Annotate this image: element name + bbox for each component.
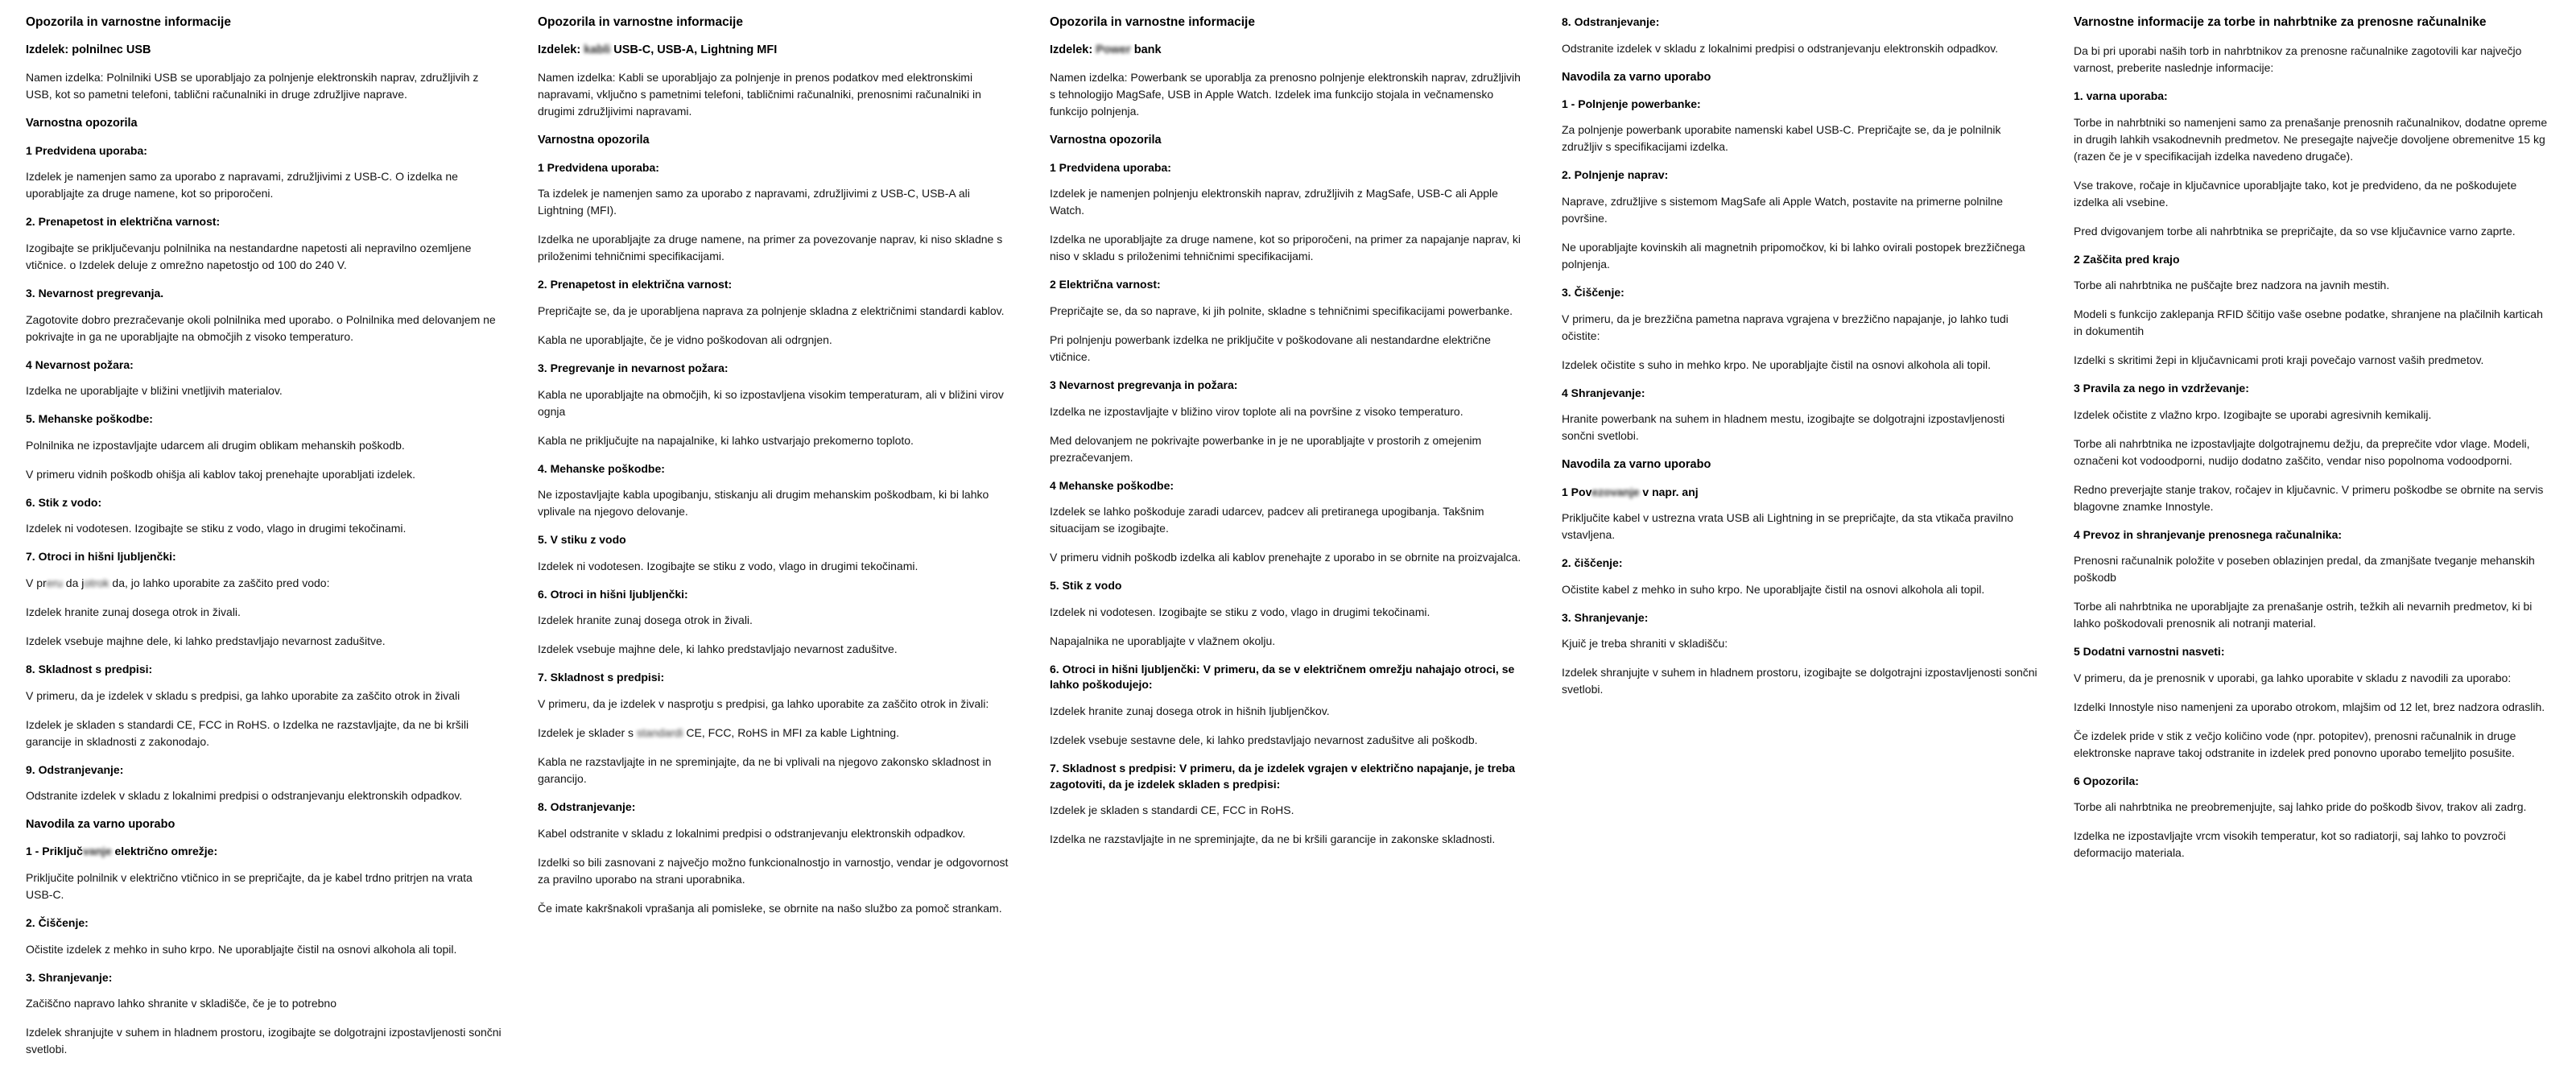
paragraph: Polnilnika ne izpostavljajte udarcem ali drugim oblikam mehanskih poškodb.	[26, 438, 405, 452]
subsection-heading: 2 Električna varnost:	[1050, 278, 1161, 291]
paragraph: Izdelka ne izpostavljajte vrcm visokih temperatur, kot so radiatorji, saj lahko to povzroči deformacijo materiala.	[2074, 829, 2506, 860]
document-title: Varnostne informacije za torbe in nahrbtnike za prenosne računalnike	[2074, 15, 2487, 29]
section-heading: Navodila za varno uporabo	[26, 818, 175, 832]
paragraph: Izdelek ni vodotesen. Izogibajte se stiku z vodo, vlago in drugimi tekočinami.	[26, 522, 407, 535]
paragraph: Izdelek vsebuje sestavne dele, ki lahko predstavljajo nevarnost zadušitve ali poškodb.	[1050, 733, 1478, 746]
paragraph: Izdelek je skladen s standardi CE, FCC in RoHS.	[1050, 804, 1294, 817]
paragraph: Izdelka ne uporabljajte v bližini vnetljivih materialov.	[26, 384, 283, 398]
paragraph: Ne izpostavljajte kabla upogibanju, stiskanju ali drugim mehanskim poškodbam, ki bi lahko vplivale na njegovo delovanje.	[538, 488, 989, 518]
paragraph: Kabla ne uporabljajte na območjih, ki so izpostavljena visokim temperaturam, ali v bližini virov ognja	[538, 387, 1004, 418]
paragraph: Prepričajte se, da so naprave, ki jih polnite, skladne s tehničnimi specifikacijami powerbanke.	[1050, 304, 1513, 317]
subsection-heading: 2. Prenapetost in električna varnost:	[26, 215, 221, 229]
paragraph: Prenosni računalnik položite v poseben oblazinjen predal, da zmanjšate tveganje mehanskih poškodb	[2074, 554, 2535, 585]
paragraph: Izdelki Innostyle niso namenjeni za uporabo otrokom, mlajšim od 12 let, brez nadzora odraslih.	[2074, 700, 2545, 713]
paragraph: Izdelek hranite zunaj dosega otrok in živali.	[538, 613, 753, 627]
paragraph: Izdelka ne uporabljajte za druge namene, na primer za povezovanje naprav, ki niso skladne s priloženimi tehničnimi specifikacijami.	[538, 233, 1003, 263]
paragraph: V primeru vidnih poškodb ohišja ali kablov takoj prenehajte uporabljati izdelek.	[26, 467, 416, 481]
section-heading: Varnostna opozorila	[538, 134, 650, 147]
section-heading: Navodila za varno uporabo	[1562, 458, 1711, 472]
paragraph: Priključite kabel v ustrezna vrata USB ali Lightning in se prepričajte, da sta vtikača pravilno vstavljena.	[1562, 511, 2014, 542]
subsection-heading: 2. Polnjenje naprav:	[1562, 168, 1669, 182]
paragraph: Izogibajte se priključevanju polnilnika na nestandardne napetosti ali nepravilno ozemljene vtičnice. o Izdelek deluje z omrežno napetostjo od 100 do 240 V.	[26, 241, 472, 271]
subsection-heading: 1 Predvidena uporaba:	[1050, 160, 1171, 174]
paragraph: Redno preverjajte stanje trakov, ročajev in ključavnic. V primeru poškodbe se obrnite na servis blagovne znamke Innostyle.	[2074, 482, 2544, 513]
paragraph: Izdelek vsebuje majhne dele, ki lahko predstavljajo nevarnost zadušitve.	[26, 634, 386, 647]
paragraph: Naprave, združljive s sistemom MagSafe ali Apple Watch, postavite na primerne polnilne površine.	[1562, 195, 2004, 225]
paragraph: Zagotovite dobro prezračevanje okoli polnilnika med uporabo. o Polnilnika med delovanjem ne pokrivajte in ga ne uporabljajte na območjih z visoko temperaturo.	[26, 312, 496, 343]
paragraph: Namen izdelka: Kabli se uporabljajo za polnjenje in prenos podatkov med elektronskimi napravami, vključno s pametnimi telefoni, tabličnimi računalniki, prenosnimi računalniki in drugimi združljivimi napravami.	[538, 71, 981, 118]
paragraph: Izdelki so bili zasnovani z največjo možno funkcionalnostjo in varnostjo, vendar je odgovornost za pravilno uporabo na strani uporabnika.	[538, 855, 1009, 886]
paragraph: Odstranite izdelek v skladu z lokalnimi predpisi o odstranjevanju elektronskih odpadkov.	[26, 789, 463, 803]
paragraph: V primeru, da je izdelek v skladu s predpisi, ga lahko uporabite za zaščito otrok in živali	[26, 688, 460, 702]
column-1	[8, 14, 520, 1070]
product-name-suffix: USB	[126, 43, 151, 56]
subsection-heading: 4 Prevoz in shranjevanje prenosnega računalnika:	[2074, 527, 2343, 541]
paragraph: Torbe ali nahrbtnika ne uporabljajte za prenašanje ostrih, težkih ali nevarnih predmetov, ki bi lahko poškodovali prenosnik ali notranji material.	[2074, 600, 2533, 630]
section-heading: Varnostna opozorila	[1050, 134, 1162, 147]
subsection-heading: 4 Shranjevanje:	[1562, 386, 1645, 399]
paragraph: Med delovanjem ne pokrivajte powerbanke in je ne uporabljajte v prostorih z omejenim prezračevanjem.	[1050, 433, 1482, 464]
subsection-heading: 6. Otroci in hišni ljubljenčki: V primeru, da se v električnem omrežju nahajajo otroci, se lahko poškodujejo:	[1050, 662, 1515, 692]
column-4	[1544, 14, 2056, 710]
section-heading: Navodila za varno uporabo	[1562, 70, 1711, 84]
paragraph: Ne uporabljajte kovinskih ali magnetnih pripomočkov, ki bi lahko ovirali postopek brezžičnega polnjenja.	[1562, 241, 2025, 271]
paragraph: Če izdelek pride v stik z večjo količino vode (npr. potopitev), prenosni računalnik in druge elektronske naprave takoj odstranite in izdelek pred ponovno uporabo temeljito posušite.	[2074, 729, 2516, 759]
document-title: Opozorila in varnostne informacije	[26, 15, 231, 29]
product-name-redacted: kabli	[584, 43, 611, 56]
subsection-heading: 2 Zaščita pred krajo	[2074, 252, 2180, 266]
paragraph: Izdelek hranite zunaj dosega otrok in živali.	[26, 605, 241, 618]
paragraph: Izdelka ne razstavljajte in ne spreminjajte, da ne bi kršili garancije in zakonske skladnosti.	[1050, 832, 1496, 846]
product-name-prefix: Izdelek:	[538, 43, 584, 56]
column-2	[520, 14, 1032, 929]
subsection-heading: 2. Prenapetost in električna varnost:	[538, 278, 733, 291]
paragraph: Očistite izdelek z mehko in suho krpo. Ne uporabljajte čistil na osnovi alkohola ali topil.	[26, 942, 457, 956]
paragraph: Hranite powerbank na suhem in hladnem mestu, izogibajte se dolgotrajni izpostavljenosti sončni svetlobi.	[1562, 412, 2005, 443]
subsection-heading-partial: 1 - Priključvanje električno omrežje:	[26, 845, 218, 858]
paragraph: Če imate kakršnakoli vprašanja ali pomisleke, se obrnite na našo službo za pomoč strankam.	[538, 901, 1002, 915]
paragraph: Izdelek je skladen s standardi CE, FCC in RoHS. o Izdelka ne razstavljajte, da ne bi kršili garancije in skladnosti z zakonodajo.	[26, 717, 469, 748]
paragraph: Izdelek vsebuje majhne dele, ki lahko predstavljajo nevarnost zadušitve.	[538, 642, 898, 656]
subsection-heading: 7. Skladnost s predpisi: V primeru, da je izdelek vgrajen v električno napajanje, je treba zagotoviti, da je izdelek skladen s predpisi:	[1050, 761, 1516, 791]
product-name-suffix: USB-C, USB-A, Lightning MFI	[610, 43, 778, 56]
document-title: Opozorila in varnostne informacije	[1050, 15, 1255, 29]
subsection-heading: 6. Otroci in hišni ljubljenčki:	[538, 587, 688, 601]
paragraph: Izdelki s skritimi žepi in ključavnicami proti kraji povečajo varnost vaših predmetov.	[2074, 353, 2484, 367]
paragraph: Napajalnika ne uporabljajte v vlažnem okolju.	[1050, 634, 1276, 647]
paragraph: Modeli s funkcijo zaklepanja RFID ščitijo vaše osebne podatke, shranjene na plačilnih karticah in dokumentih	[2074, 308, 2543, 338]
subsection-heading: 5. V stiku z vodo	[538, 533, 626, 547]
subsection-heading: 1. varna uporaba:	[2074, 89, 2168, 102]
subsection-heading: 5. Stik z vodo	[1050, 579, 1122, 593]
paragraph: V primeru, da je prenosnik v uporabi, ga lahko uporabite v skladu z navodili za uporabo:	[2074, 671, 2512, 684]
subsection-heading: 7. Skladnost s predpisi:	[538, 671, 665, 684]
paragraph: Torbe ali nahrbtnika ne preobremenjujte, saj lahko pride do poškodb šivov, trakov ali zadrg.	[2074, 800, 2527, 814]
paragraph: Za polnjenje powerbank uporabite namenski kabel USB-C. Prepričajte se, da je polnilnik združljiv s specifikacijami izdelka.	[1562, 123, 2001, 154]
subsection-heading: 8. Odstranjevanje:	[538, 799, 636, 813]
paragraph: Priključite polnilnik v električno vtičnico in se prepričajte, da je kabel trdno pritrjen na vrata USB-C.	[26, 871, 473, 902]
product-name-line	[538, 43, 1014, 59]
paragraph: Odstranite izdelek v skladu z lokalnimi predpisi o odstranjevanju elektronskih odpadkov.	[1562, 41, 1999, 55]
document-title: Opozorila in varnostne informacije	[538, 15, 743, 29]
subsection-heading: 4 Mehanske poškodbe:	[1050, 478, 1174, 492]
subsection-heading: 7. Otroci in hišni ljubljenčki:	[26, 550, 176, 564]
subsection-heading-partial: 1 Povezovanje v napr. anj	[1562, 485, 1699, 498]
paragraph: Kjuič je treba shraniti v skladišču:	[1562, 637, 1728, 651]
subsection-heading: 3. Nevarnost pregrevanja.	[26, 286, 164, 300]
subsection-heading: 5 Dodatni varnostni nasveti:	[2074, 645, 2225, 659]
paragraph: Ta izdelek je namenjen samo za uporabo z napravami, združljivimi z USB-C, USB-A ali Lightning (MFI).	[538, 187, 970, 217]
paragraph: Izdelek je namenjen samo za uporabo z napravami, združljivimi z USB-C. O izdelka ne uporabljajte za druge namene, kot so priporočeni.	[26, 170, 458, 200]
paragraph: V primeru, da je brezžična pametna naprava vgrajena v brezžično napajanje, jo lahko tudi očistite:	[1562, 312, 2008, 342]
paragraph: Torbe ali nahrbtnika ne puščajte brez nadzora na javnih mestih.	[2074, 279, 2390, 292]
paragraph: Izdelek se lahko poškoduje zaradi udarcev, padcev ali pretiranega upogibanja. Takšnim situacijam se izogibajte.	[1050, 505, 1484, 535]
paragraph: Izdelek shranjujte v suhem in hladnem prostoru, izogibajte se dolgotrajni izpostavljenosti sončni svetlobi.	[26, 1026, 502, 1056]
product-name-line	[1050, 43, 1526, 59]
paragraph: Da bi pri uporabi naših torb in nahrbtnikov za prenosne računalnike zagotovili kar največjo varnost, preberite naslednje informacije:	[2074, 43, 2522, 74]
subsection-heading: 3 Pravila za nego in vzdrževanje:	[2074, 382, 2249, 395]
subsection-heading: 1 - Polnjenje powerbanke:	[1562, 97, 1701, 110]
paragraph: Izdelek očistite z vlažno krpo. Izogibajte se uporabi agresivnih kemikalij.	[2074, 407, 2432, 421]
subsection-heading: 4. Mehanske poškodbe:	[538, 461, 665, 475]
paragraph: Prepričajte se, da je uporabljena naprava za polnjenje skladna z električnimi standardi kablov.	[538, 304, 1005, 317]
paragraph: Izdelek ni vodotesen. Izogibajte se stiku z vodo, vlago in drugimi tekočinami.	[1050, 605, 1430, 618]
paragraph: Začiščno napravo lahko shranite v skladišče, če je to potrebno	[26, 997, 336, 1010]
subsection-heading: 1 Predvidena uporaba:	[538, 160, 659, 174]
paragraph: Vse trakove, ročaje in ključavnice uporabljajte tako, kot je predvideno, da ne poškodujete izdelka ali vsebine.	[2074, 178, 2517, 209]
subsection-heading: 3 Nevarnost pregrevanja in požara:	[1050, 378, 1238, 391]
subsection-heading: 2. Čiščenje:	[26, 916, 89, 930]
paragraph: Izdelek ni vodotesen. Izogibajte se stiku z vodo, vlago in drugimi tekočinami.	[538, 559, 919, 572]
paragraph: Namen izdelka: Powerbank se uporablja za prenosno polnjenje elektronskih naprav, združljivih s tehnologijo MagSafe, USB in Apple Watch. Izdelek ima funkcijo stojala in večnamensko funkcijo polnjenja.	[1050, 71, 1521, 118]
subsection-heading: 5. Mehanske poškodbe:	[26, 412, 153, 426]
paragraph-partial: V preru da jotrok da, jo lahko uporabite za zaščito pred vodo:	[26, 576, 330, 589]
subsection-heading: 3. Pregrevanje in nevarnost požara:	[538, 361, 729, 374]
subsection-heading: 6. Stik z vodo:	[26, 495, 102, 509]
paragraph: V primeru vidnih poškodb izdelka ali kablov prenehajte z uporabo in se obrnite na proizvajalca.	[1050, 551, 1521, 564]
paragraph: Izdelek hranite zunaj dosega otrok in hišnih ljubljenčkov.	[1050, 704, 1330, 717]
paragraph: Kabla ne priključujte na napajalnike, ki lahko ustvarjajo prekomerno toploto.	[538, 433, 914, 447]
subsection-heading: 8. Odstranjevanje:	[1562, 15, 1660, 28]
paragraph: Izdelek je namenjen polnjenju elektronskih naprav, združljivih z MagSafe, USB-C ali Apple Watch.	[1050, 187, 1498, 217]
product-name-suffix: bank	[1130, 43, 1162, 56]
column-3	[1032, 14, 1544, 860]
product-name-redacted: Power	[1096, 43, 1131, 56]
paragraph: V primeru, da je izdelek v nasprotju s predpisi, ga lahko uporabite za zaščito otrok in živali:	[538, 696, 989, 710]
paragraph: Kabla ne uporabljajte, če je vidno poškodovan ali odrgnjen.	[538, 333, 832, 346]
paragraph: Izdelek shranjujte v suhem in hladnem prostoru, izogibajte se dolgotrajni izpostavljenosti sončni svetlobi.	[1562, 666, 2037, 696]
column-5	[2056, 14, 2568, 874]
product-name-line	[26, 43, 502, 59]
product-name-prefix: Izdelek:	[1050, 43, 1096, 56]
section-heading: Varnostna opozorila	[26, 117, 138, 130]
subsection-heading: 1 Predvidena uporaba:	[26, 143, 147, 157]
paragraph: Torbe ali nahrbtnika ne izpostavljajte dolgotrajnemu dežju, da preprečite vdor vlage. Modeli, označeni kot vodoodporni, nudijo dodatno zaščito, vendar niso popolnoma vodoodporni.	[2074, 436, 2530, 467]
paragraph: Očistite kabel z mehko in suho krpo. Ne uporabljajte čistil na osnovi alkohola ali topil.	[1562, 582, 1985, 596]
subsection-heading: 3. Shranjevanje:	[26, 970, 113, 984]
paragraph: Izdelek očistite s suho in mehko krpo. Ne uporabljajte čistil na osnovi alkohola ali topil.	[1562, 357, 1992, 371]
subsection-heading: 3. Shranjevanje:	[1562, 610, 1649, 624]
paragraph: Namen izdelka: Polnilniki USB se uporabljajo za polnjenje elektronskih naprav, združljivih z USB, kot so pametni telefoni, tablični računalniki in druge združljive naprave.	[26, 71, 479, 101]
product-name-prefix: Izdelek: polnilnec	[26, 43, 126, 56]
paragraph: Pri polnjenju powerbank izdelka ne priključite v poškodovane ali nestandardne električne vtičnice.	[1050, 333, 1491, 363]
paragraph: Pred dvigovanjem torbe ali nahrbtnika se prepričajte, da so vse ključavnice varno zaprte.	[2074, 224, 2516, 238]
paragraph: Kabla ne razstavljajte in ne spreminjajte, da ne bi vplivali na njegovo zakonsko skladnost in garancijo.	[538, 754, 992, 785]
paragraph-partial: Izdelek je sklader s standardi CE, FCC, RoHS in MFI za kable Lightning.	[538, 725, 899, 739]
paragraph: Izdelka ne izpostavljajte v bližino virov toplote ali na površine z visoko temperaturo.	[1050, 404, 1463, 418]
paragraph: Torbe in nahrbtniki so namenjeni samo za prenašanje prenosnih računalnikov, dodatne opreme in drugih lahkih vsakodnevnih predmetov. Ne presegajte največje dovoljene obremenitve 15 kg (razen če je v specifikacijah izdelka navedeno drugače).	[2074, 115, 2548, 163]
paragraph: Izdelka ne uporabljajte za druge namene, kot so priporočeni, na primer za napajanje naprav, ki niso v skladu s priloženimi tehničnimi specifikacijami.	[1050, 233, 1521, 263]
subsection-heading: 9. Odstranjevanje:	[26, 762, 124, 776]
paragraph: Kabel odstranite v skladu z lokalnimi predpisi o odstranjevanju elektronskih odpadkov.	[538, 826, 966, 840]
subsection-heading: 4 Nevarnost požara:	[26, 357, 134, 371]
subsection-heading: 6 Opozorila:	[2074, 774, 2139, 787]
subsection-heading: 3. Čiščenje:	[1562, 286, 1624, 300]
subsection-heading: 2. čiščenje:	[1562, 556, 1623, 570]
subsection-heading: 8. Skladnost s predpisi:	[26, 662, 153, 675]
